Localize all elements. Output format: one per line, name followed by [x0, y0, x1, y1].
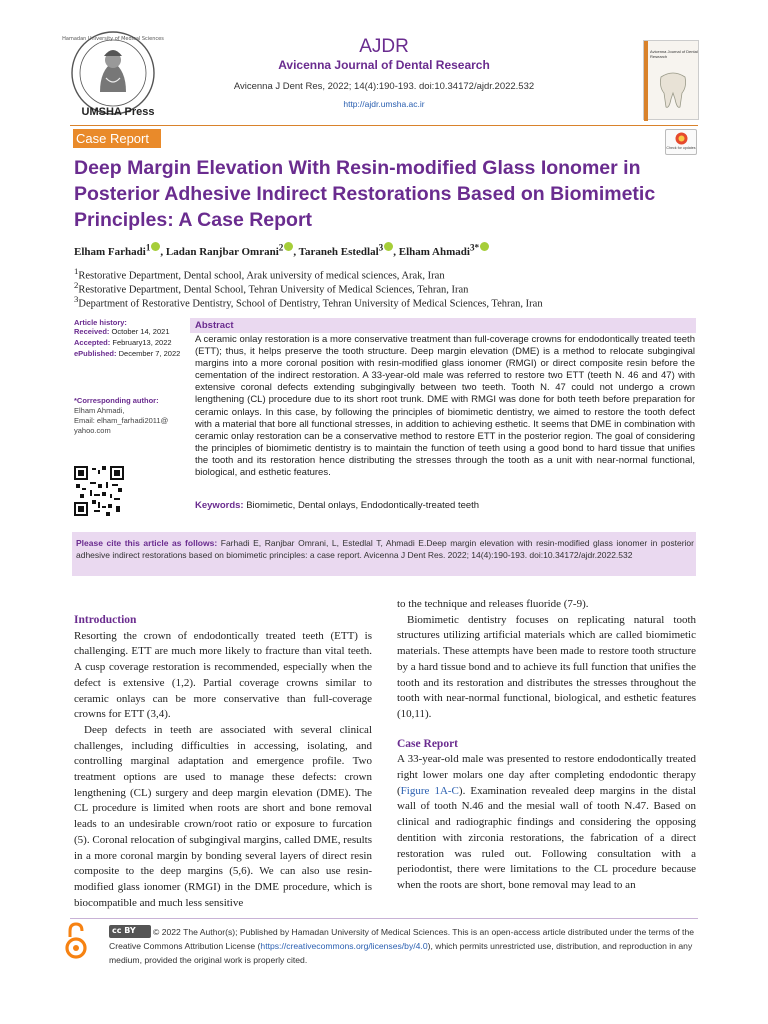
author-affiliation-sup: 1 — [145, 242, 151, 253]
affiliation-1: $^1$Restorative Department, Dental school, Arak university of medical sciences, Arak, Iran — [74, 266, 445, 282]
check-for-updates-badge[interactable] — [665, 129, 697, 155]
svg-text:Hamadan University of Medical: Hamadan University of Medical Sciences — [62, 36, 164, 42]
check-updates-label: Check for updates — [666, 146, 696, 150]
author-affiliation-sup: 3* — [469, 242, 480, 253]
section-heading-introduction: Introduction — [74, 614, 137, 626]
journal-cover-thumbnail — [643, 40, 699, 120]
article-history-heading: Article history: — [74, 318, 127, 327]
footer-divider — [70, 918, 698, 919]
journal-full-name: Avicenna Journal of Dental Research — [278, 58, 490, 72]
corresponding-author-name: Elham Ahmadi, — [74, 406, 125, 415]
keywords-value: Biomimetic, Dental onlays, Endodontically-treated teeth — [246, 500, 480, 511]
author-affiliation-sup: 3 — [378, 242, 384, 253]
journal-url-link[interactable]: http://ajdr.umsha.ac.ir — [343, 99, 425, 109]
tooth-illustration-icon — [656, 69, 690, 109]
abstract-heading-bar — [190, 318, 696, 333]
keywords-line — [195, 500, 695, 511]
keywords-label: Keywords: — [195, 500, 244, 511]
author-affiliation-sup: 2 — [278, 242, 284, 253]
affiliation-2: $^2$Restorative Department, Dental School, Tehran University of Medical Sciences, Tehran, Iran — [74, 280, 469, 296]
license-statement: © 2022 The Author(s); Published by Hamadan University of Medical Sciences. This is an open-access article distributed under the terms of the Creative Commons Attribution License (https://creativecommons.org/licenses/by/4.0), which permits unrestricted use, distribution, and reproduction in any medium, provided the original work is properly cited. — [109, 927, 695, 965]
article-type-tag: Case Report — [73, 129, 161, 148]
cover-title: Avicenna Journal of Dental Research — [650, 49, 698, 59]
citation-text: Please cite this article as follows: Farhadi E, Ranjbar Omrani, L, Estedlal T, Ahmadi E.Deep margin elevation with resin-modified glass ionomer in posterior adhesive indirect restorations based on biomimetic principles: a case report. Avicenna J Dent Res. 2022; 14(4):190-193. doi:10.34172/ajdr.2022.532 — [76, 538, 694, 560]
orcid-icon[interactable] — [384, 242, 393, 251]
orcid-icon[interactable] — [284, 242, 293, 251]
orcid-icon[interactable] — [151, 242, 160, 251]
author-list: Elham Farhadi$^1$ , Ladan Ranjbar Omrani$^2$ , Taraneh Estedlal$^3$ , Elham Ahmadi$^{3*}$ — [74, 242, 704, 258]
corresponding-author-heading: *Corresponding author: — [74, 396, 159, 405]
paragraph: Deep defects in teeth are associated with several clinical challenges, including difficulties in accessing, isolating, and controlling marginal adaptation and emergence profile. Two treatment options are used to manage these defects: crown lengthening (CL) surgery and deep margin elevation (DME). The CL procedure is limited when roots are short and bone removal leads to an undesirable crown/root ratio or exposure to furcation (5). Coronal relocation of subgingival margins, called DME, results in a more coronal margin by bonding several layers of direct resin composite to the deep margins (5,6). We can also use resin-modified glass ionomer (RMGI) in the DME procedure, which is biocompatible and much less sensitive — [74, 723, 372, 909]
publisher-name: UMSHA Press — [81, 106, 155, 118]
author-name[interactable]: Ladan Ranjbar Omrani — [165, 246, 279, 258]
journal-abbreviation: AJDR — [359, 36, 409, 57]
article-title: Deep Margin Elevation With Resin-modified Glass Ionomer in Posterior Adhesive Indirect Restorations Based on Biomimetic Principles: A Case Report — [74, 157, 656, 231]
orcid-icon[interactable] — [480, 242, 489, 251]
affiliation-3: $^3$Department of Restorative Dentistry, School of Dentistry, Tehran University of Medical Sciences, Tehran, Iran — [74, 294, 543, 310]
cc-by-license-badge[interactable]: cc BY — [109, 925, 151, 938]
author-name[interactable]: Elham Farhadi — [74, 246, 146, 258]
abstract-heading: Abstract — [195, 320, 234, 331]
received-date: Received: October 14, 2021 — [74, 327, 170, 336]
corresponding-author-email-cont[interactable]: yahoo.com — [74, 426, 111, 435]
paragraph: A 33-year-old male was presented to restore endodontically treated right lower molars one day after completing endodontic therapy (Figure 1A-C). Examination revealed deep margins in the distal wall of tooth N.46 and the mesial wall of tooth N.47. Based on clinical and radiographic findings and considering the opposing dentition with zirconia restorations, the fabrication of a direct restoration was ruled out. Following consultation with a periodontist, there were limitations to the CL procedure because when the roots are short, bone removal may lead to an — [397, 753, 697, 891]
figure-reference-link[interactable]: Figure 1A-C — [400, 784, 459, 797]
author-name[interactable]: Taraneh Estedlal — [298, 246, 379, 258]
paragraph: Resorting the crown of endodontically treated teeth (ETT) is challenging. ETT are much more likely to fracture than vital teeth. A cusp coverage restoration is recommended, especially when the defect is extensive (1,2). Partial coverage crowns similar to ceramic onlays can be more conservative than full-coverage crowns for ETT (3,4). — [74, 629, 372, 721]
corresponding-author-email[interactable]: Email: elham_farhadi2011@ — [74, 416, 169, 425]
open-access-icon — [64, 921, 88, 961]
check-updates-icon — [675, 132, 688, 145]
epublished-date: ePublished: December 7, 2022 — [74, 349, 181, 358]
abstract-text: A ceramic onlay restoration is a more conservative treatment than full-coverage crowns for endodontically treated teeth (ETT); thus, it helps preserve the tooth structure. Deep margin elevation (DME) is a method to relocate subgingival margins into a more coronal position with resin-modified glass ionomer (RMGI) or direct composite resin before the cementation of the indirect restoration. A 33-year-old male was referred to restore two ETT (teeth N. 46 and 47) with extensive coronal defects extending subgingivally between two teeth. Tooth N. 47 could not undergo a crown lengthening (CL) procedure due to its short root trunk. DME with RMGI was done for both teeth before preparation for ceramic onlays. In this case, by following the principles of biomimetic dentistry, we aimed to restore the tooth defect with a material that bore all functional stresses, in addition to achieving esthetic. It seems that DME in combination with ceramic onlay restoration can be a conservative method to restore ETT in the posterior region. The goal of considering the principles of biomimetic dentistry is to maintain the function of teeth using a good bond to hard tissue that unifies the tooth and its restoration hence distributing the stresses through the tooth as a unit with near-normal functional, biological, and esthetic features. — [195, 334, 695, 479]
qr-code-icon[interactable] — [74, 466, 124, 516]
paragraph: to the technique and releases fluoride (7-9). — [397, 598, 589, 610]
license-link[interactable]: https://creativecommons.org/licenses/by/4.0 — [260, 941, 428, 951]
citation-line: Avicenna J Dent Res, 2022; 14(4):190-193. doi:10.34172/ajdr.2022.532 — [233, 81, 535, 92]
accepted-date: Accepted: February13, 2022 — [74, 338, 172, 347]
section-heading-case-report: Case Report — [397, 737, 458, 750]
author-name[interactable]: Elham Ahmadi — [398, 246, 470, 258]
body-column-right — [397, 597, 696, 894]
header-divider — [70, 125, 698, 126]
body-column-left — [74, 613, 372, 911]
paragraph: Biomimetic dentistry focuses on replicating natural tooth structures utilizing artificial materials which are called biomimetic materials. These attempts have been made to restore tooth structure by a hard tissue bond and to achieve its full function that unifies the tooth and its restoration and distributes the stresses throughout the tooth with near-normal functional, biological, and esthetic features (10,11). — [397, 613, 696, 720]
citation-label: Please cite this article as follows: — [76, 538, 218, 548]
